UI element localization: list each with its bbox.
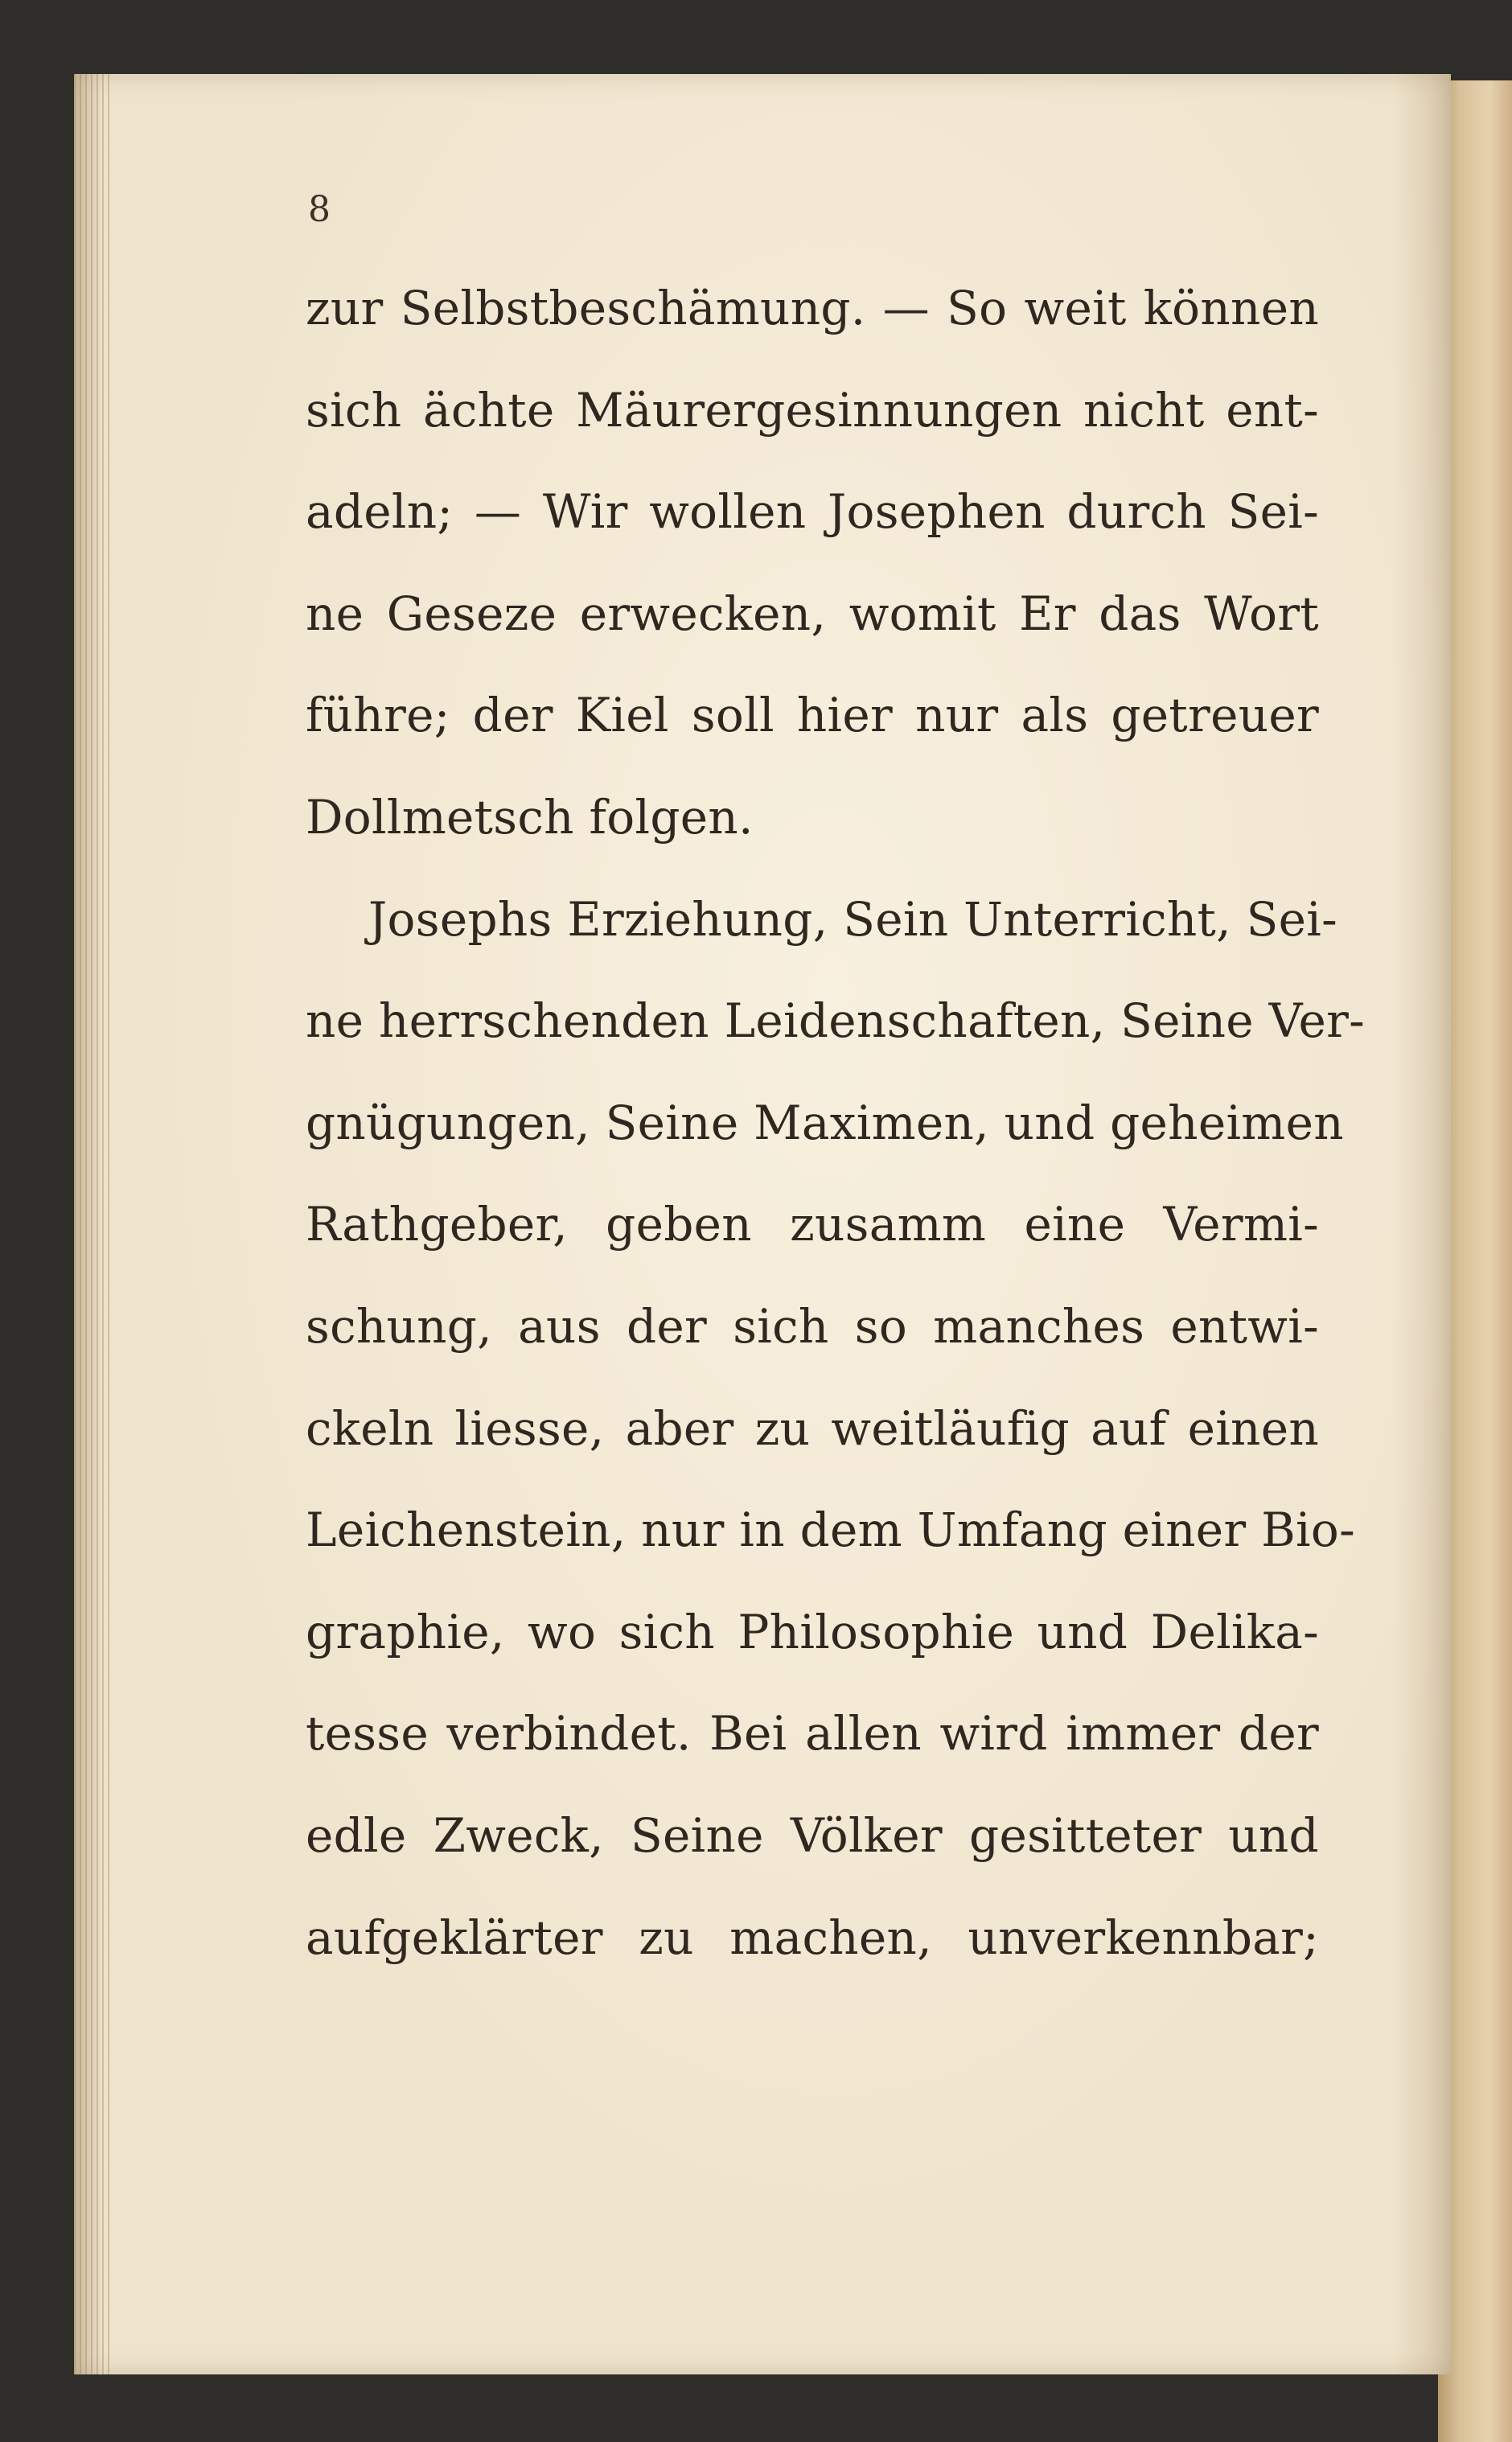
text-line: führe; der Kiel soll hier nur als getreuer [306,688,1319,743]
text-line: graphie, wo sich Philosophie und Delika- [306,1604,1319,1659]
text-line: ckeln liesse, aber zu weitläufig auf einen [306,1400,1319,1456]
text-line: gnügungen, Seine Maximen, und geheimen [306,1095,1344,1150]
text-line: ne herrschenden Leidenschaften, Seine Ver- [306,993,1366,1049]
text-line: Leichenstein, nur in dem Umfang einer Bio- [306,1503,1356,1558]
text-line: schung, aus der sich so manches entwi- [306,1298,1319,1354]
text-line: sich ächte Mäurergesinnungen nicht ent- [306,382,1319,438]
page-body-text [306,257,1366,1988]
text-line: edle Zweck, Seine Völker gesitteter und [306,1807,1319,1863]
text-line: Rathgeber, geben zusamm eine Vermi- [306,1197,1319,1252]
text-line: ne Geseze erwecken, womit Er das Wort [306,586,1319,641]
text-line: Dollmetsch folgen. [306,789,754,845]
text-line: Josephs Erziehung, Sein Unterricht, Sei- [368,891,1337,947]
text-line: zur Selbstbeschämung. — So weit können [306,281,1319,335]
page-leaf-edges [74,74,109,2374]
text-line: aufgeklärter zu machen, unverkennbar; [306,1910,1319,1965]
page-number: 8 [308,189,331,230]
text-line: tesse verbindet. Bei allen wird immer der [306,1706,1319,1762]
text-line: adeln; — Wir wollen Josephen durch Sei- [306,484,1319,540]
